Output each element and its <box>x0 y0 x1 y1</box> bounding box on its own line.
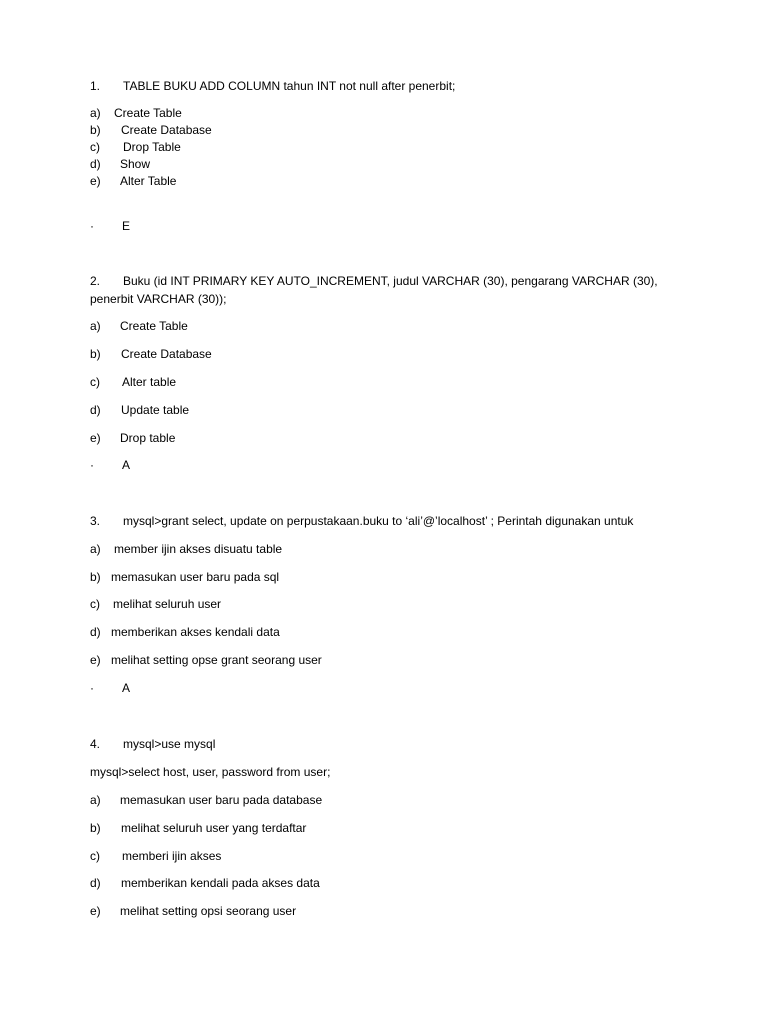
answer-value: A <box>122 681 131 695</box>
option-text: memberikan akses kendali data <box>111 625 280 639</box>
question-stem: mysql>select host, user, password from user; <box>90 765 331 779</box>
option-text: Update table <box>121 403 190 417</box>
option-letter: c) <box>90 597 100 611</box>
option-text: melihat seluruh user yang terdaftar <box>121 821 307 835</box>
option-text: melihat seluruh user <box>113 597 222 611</box>
option-text: Alter Table <box>120 174 177 188</box>
question-number: 1. <box>90 79 101 93</box>
question-stem: TABLE BUKU ADD COLUMN tahun INT not null after penerbit; <box>123 79 456 93</box>
option-text: Alter table <box>122 375 177 389</box>
option-text: Create Database <box>121 347 212 361</box>
question-number: 3. <box>90 514 101 528</box>
option-letter: c) <box>90 849 100 863</box>
option-text: Create Database <box>121 123 212 137</box>
question-number: 2. <box>90 274 101 288</box>
option-letter: c) <box>90 375 100 389</box>
option-letter: c) <box>90 140 100 154</box>
option-letter: d) <box>90 876 101 890</box>
option-text: melihat setting opse grant seorang user <box>111 653 322 667</box>
option-letter: e) <box>90 431 101 445</box>
question-stem: mysql>use mysql <box>123 737 216 751</box>
option-text: member ijin akses disuatu table <box>114 542 283 556</box>
option-letter: d) <box>90 625 101 639</box>
option-text: Create Table <box>114 106 182 120</box>
answer-bullet: · <box>90 458 94 472</box>
question-number: 4. <box>90 737 101 751</box>
option-letter: a) <box>90 793 101 807</box>
option-letter: e) <box>90 174 101 188</box>
option-letter: d) <box>90 157 101 171</box>
option-letter: a) <box>90 106 101 120</box>
option-letter: e) <box>90 904 101 918</box>
option-letter: b) <box>90 821 101 835</box>
option-letter: b) <box>90 347 101 361</box>
option-letter: b) <box>90 123 101 137</box>
option-letter: d) <box>90 403 101 417</box>
option-text: memberikan kendali pada akses data <box>121 876 320 890</box>
question-stem: penerbit VARCHAR (30)); <box>90 292 227 306</box>
answer-value: E <box>122 219 131 233</box>
question-stem: mysql>grant select, update on perpustakaan.buku to ‘ali’@’localhost’ ; Perintah digunakan untuk <box>123 514 634 528</box>
question-stem: Buku (id INT PRIMARY KEY AUTO_INCREMENT, judul VARCHAR (30), pengarang VARCHAR (30), <box>123 274 658 288</box>
answer-bullet: · <box>90 681 94 695</box>
option-text: melihat setting opsi seorang user <box>120 904 297 918</box>
option-text: Show <box>120 157 151 171</box>
answer-bullet: · <box>90 219 94 233</box>
option-letter: e) <box>90 653 101 667</box>
option-text: Drop Table <box>123 140 181 154</box>
option-letter: b) <box>90 570 101 584</box>
option-text: Create Table <box>120 319 188 333</box>
option-letter: a) <box>90 319 101 333</box>
answer-value: A <box>122 458 131 472</box>
option-letter: a) <box>90 542 101 556</box>
option-text: Drop table <box>120 431 176 445</box>
option-text: memberi ijin akses <box>122 849 222 863</box>
option-text: memasukan user baru pada sql <box>111 570 280 584</box>
option-text: memasukan user baru pada database <box>120 793 323 807</box>
